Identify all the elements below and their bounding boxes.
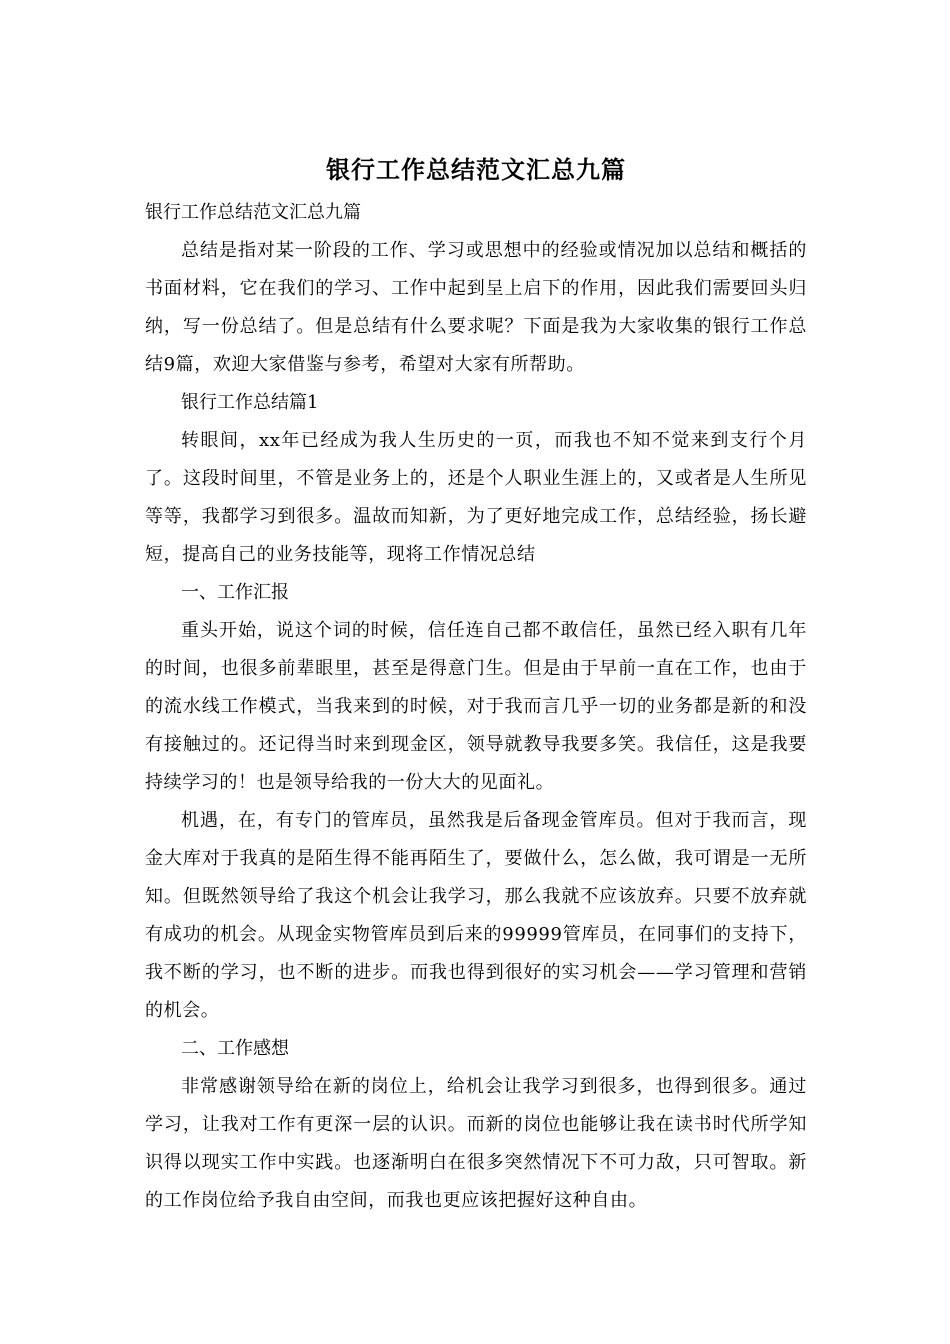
heading-work-thoughts: 二、工作感想 bbox=[181, 1038, 289, 1059]
paragraph-1: 转眼间，xx年已经成为我人生历史的一页，而我也不知不觉来到支行个月了。这段时间里，不管是业务上的，还是个人职业生涯上的，又或者是人生所见等等，我都学习到很多。温故而知新，为了更好地完成工作，总结经验，扬长避短，提高自己的业务技能等，现将工作情况总结 bbox=[145, 430, 807, 565]
heading-work-report: 一、工作汇报 bbox=[181, 582, 289, 603]
document-title: 银行工作总结范文汇总九篇 bbox=[326, 155, 626, 184]
paragraph-4: 非常感谢领导给在新的岗位上，给机会让我学习到很多，也得到很多。通过学习，让我对工作有更深一层的认识。而新的岗位也能够让我在读书时代所学知识得以现实工作中实践。也逐渐明白在很多突然情况下不可力敌，只可智取。新的工作岗位给予我自由空间，而我也更应该把握好这种自由。 bbox=[145, 1076, 807, 1211]
section-title: 银行工作总结篇1 bbox=[181, 392, 319, 413]
document-subtitle: 银行工作总结范文汇总九篇 bbox=[145, 202, 361, 223]
paragraph-3: 机遇，在，有专门的管库员，虽然我是后备现金管库员。但对于我而言，现金大库对于我真的是陌生得不能再陌生了，要做什么，怎么做，我可谓是一无所知。但既然领导给了我这个机会让我学习，那么我就不应该放弃。只要不放弃就有成功的机会。从现金实物管库员到后来的99999管库员，在同事们的支持下，我不断的学习，也不断的进步。而我也得到很好的实习机会——学习管理和营销的机会。 bbox=[145, 810, 807, 1021]
intro-paragraph: 总结是指对某一阶段的工作、学习或思想中的经验或情况加以总结和概括的书面材料，它在我们的学习、工作中起到呈上启下的作用，因此我们需要回头归纳，写一份总结了。但是总结有什么要求呢？下面是我为大家收集的银行工作总结9篇，欢迎大家借鉴与参考，希望对大家有所帮助。 bbox=[145, 240, 807, 375]
paragraph-2: 重头开始，说这个词的时候，信任连自己都不敢信任，虽然已经入职有几年的时间，也很多前辈眼里，甚至是得意门生。但是由于早前一直在工作，也由于的流水线工作模式，当我来到的时候，对于我而言几乎一切的业务都是新的和没有接触过的。还记得当时来到现金区，领导就教导我要多笑。我信任，这是我要持续学习的！也是领导给我的一份大大的见面礼。 bbox=[145, 620, 807, 793]
document-page bbox=[145, 150, 807, 1220]
